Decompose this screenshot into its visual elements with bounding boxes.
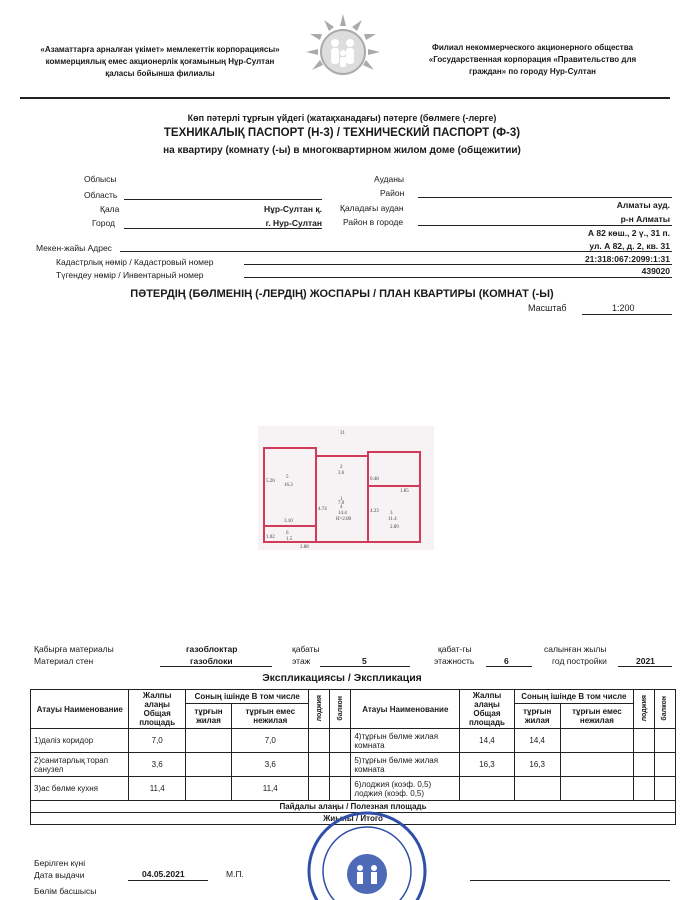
title-ru: на квартиру (комнату (-ы) в многоквартирном жилом доме (общежитии)	[163, 145, 521, 156]
inventory-value: 439020	[641, 266, 670, 276]
scale-line	[582, 314, 672, 315]
th-loggia-right: лоджия	[634, 690, 655, 729]
floor-plan	[258, 426, 434, 550]
plan-label-6: 14.4	[338, 511, 347, 516]
th-loggia-left: лоджия	[309, 690, 330, 729]
table-row: 1)дәліз коридор 7,0 7,0 4)тұрғын бөлме жилая комната 14,4 14,4	[31, 729, 676, 753]
scale-value: 1:200	[612, 303, 635, 313]
label-wall-ru: Материал стен	[34, 656, 94, 666]
date-line	[128, 880, 208, 881]
th-incl-right: Соның ішінде В том числе	[514, 690, 633, 704]
plan-label-21: 0.48	[370, 477, 379, 482]
floor-value: 5	[362, 656, 367, 666]
plan-label-17: 1.02	[266, 535, 275, 540]
plan-label-0: 5.26	[266, 479, 275, 484]
th-area-right: Жалпы алаңы Общая площадь	[460, 690, 514, 729]
plan-label-2: 16.3	[284, 483, 293, 488]
header-right-org: Филиал некоммерческого акционерного общества «Государственная корпорация «Правительство для граждан» по городу Нур-Султан	[428, 43, 637, 76]
label-qala: Қала	[100, 204, 120, 214]
floor-line	[320, 666, 410, 667]
plan-label-22: 31	[340, 431, 345, 436]
plan-label-11: 7.0	[338, 501, 345, 506]
th-living-right: тұрғын жилая	[514, 704, 560, 729]
th-incl-left: Соның ішінде В том числе	[185, 690, 309, 704]
th-nonliving-left: тұрғын емес нежилая	[232, 704, 309, 729]
gorod-value: г. Нур-Султан	[265, 218, 322, 228]
title-kz: Көп пәтерлі тұрғын үйдегі (жатақханадағы) пәтерге (бөлмеге (-лерге)	[187, 113, 497, 123]
plan-label-14: 3	[390, 511, 393, 516]
plan-label-7: H=2.80	[336, 517, 352, 522]
label-inventory: Түгендеу нөмір / Инвентарный номер	[56, 270, 204, 280]
scale-label: Масштаб	[528, 303, 567, 313]
header-divider	[20, 97, 670, 99]
plan-title: ПӘТЕРДІҢ (БӨЛМЕНІҢ (-ЛЕРДІҢ) ЖОСПАРЫ / ПЛАН КВАРТИРЫ (КОМНАТ (-Ы)	[130, 288, 554, 300]
label-floor-ru: этаж	[292, 656, 311, 666]
label-raion: Район	[380, 188, 405, 198]
plan-label-16: 2.89	[390, 525, 399, 530]
label-given-kz: Берілген күні	[34, 858, 86, 868]
th-balcony-right: балкон	[654, 690, 675, 729]
th-living-left: тұрғын жилая	[185, 704, 231, 729]
label-year-ru: год постройки	[552, 656, 607, 666]
label-wall-kz: Қабырға материалы	[34, 644, 114, 654]
table-row: 3)ас бөлме кухня 11,4 11,4 6)лоджия (коэф. 0,5) лоджия (коэф. 0,5)	[31, 777, 676, 801]
label-address: Мекен-жайы Адрес	[36, 243, 112, 253]
label-cadastral: Кадастрлық нөмір / Кадастровый номер	[56, 257, 214, 267]
label-audany: Ауданы	[374, 174, 405, 184]
label-gorod: Город	[92, 218, 115, 228]
table-footer-useful: Пайдалы алаңы / Полезная площадь	[31, 801, 676, 813]
plan-label-20: 2.88	[300, 545, 309, 550]
sun-family-logo-icon	[304, 12, 382, 96]
floors-value: 6	[504, 656, 509, 666]
th-area-left: Жалпы алаңы Общая площадь	[129, 690, 186, 729]
plan-label-19: 1.5	[286, 537, 293, 542]
year-line	[618, 666, 672, 667]
th-name-left: Атауы Наименование	[31, 690, 129, 729]
label-floors-ru: этажность	[434, 656, 475, 666]
cadastral-line	[244, 264, 672, 265]
th-balcony-left: балкон	[330, 690, 351, 729]
oblast-line	[124, 199, 322, 200]
wall-kz-value: газоблоктар	[186, 644, 238, 654]
address-kz-value: А 82 көш., 2 ү., 31 п.	[587, 228, 670, 238]
label-oblys: Облысы	[84, 174, 117, 184]
issue-date: 04.05.2021	[142, 869, 185, 879]
label-head: Бөлім басшысы	[34, 886, 97, 896]
plan-label-4: 4.74	[318, 507, 327, 512]
year-value: 2021	[636, 656, 655, 666]
signature-line	[470, 880, 670, 881]
label-floor-kz: қабаты	[292, 644, 320, 654]
floors-line	[486, 666, 532, 667]
th-name-right: Атауы Наименование	[351, 690, 460, 729]
plan-label-12: 1.85	[400, 489, 409, 494]
plan-label-5: 4	[340, 505, 343, 510]
plan-label-8: 2	[340, 465, 343, 470]
plan-label-18: 6	[286, 531, 289, 536]
cadastral-value: 21:318:067:2099:1:31	[584, 254, 670, 264]
label-given-ru: Дата выдачи	[34, 870, 85, 880]
label-floors-kz: қабат-гы	[438, 644, 472, 654]
wall-line	[160, 666, 272, 667]
label-oblast: Область	[84, 190, 118, 200]
plan-label-13: 4.23	[370, 509, 379, 514]
address-ru-value: ул. А 82, д. 2, кв. 31	[589, 241, 670, 251]
header-left-org: «Азаматтарға арналған үкімет» мемлекеттік корпорациясы» коммерциялық емес акционерлік қоғамының Нұр-Султан қаласы бойынша филиалы	[40, 45, 280, 78]
gorod-line	[124, 228, 322, 229]
wall-ru-value: газоблоки	[190, 656, 233, 666]
label-qal-audan: Қаладағы аудан	[340, 203, 404, 213]
plan-label-9: 3.6	[338, 471, 345, 476]
inventory-line	[244, 277, 672, 278]
title-main: ТЕХНИКАЛЫҚ ПАСПОРТ (Н-3) / ТЕХНИЧЕСКИЙ ПАСПОРТ (Ф-3)	[163, 127, 521, 139]
raion-gorod-line	[418, 225, 672, 226]
table-row: 2)санитарлық торап санузел 3,6 3,6 5)тұрғын бөлме жилая комната 16,3 16,3	[31, 753, 676, 777]
raion-line	[418, 197, 672, 198]
label-raion-gorod: Район в городе	[343, 217, 404, 227]
plan-label-3: 3.10	[284, 519, 293, 524]
raion-gorod-value: р-н Алматы	[620, 214, 670, 224]
table-footer-total: Жиыны / Итого	[31, 813, 676, 825]
plan-label-1: 5	[286, 475, 289, 480]
qal-audan-value: Алматы ауд.	[616, 200, 670, 210]
qala-value: Нұр-Султан қ.	[263, 204, 322, 214]
blue-seal-stamp-icon	[304, 808, 430, 900]
explication-title: Экспликациясы / Экспликация	[262, 672, 422, 684]
th-nonliving-right: тұрғын емес нежилая	[560, 704, 633, 729]
mp-label: М.П.	[226, 869, 244, 879]
plan-label-15: 11.4	[388, 517, 397, 522]
address-line	[120, 251, 672, 252]
explication-table	[30, 689, 676, 825]
plan-label-10: 1	[340, 497, 343, 502]
label-year-kz: салынған жылы	[544, 644, 607, 654]
